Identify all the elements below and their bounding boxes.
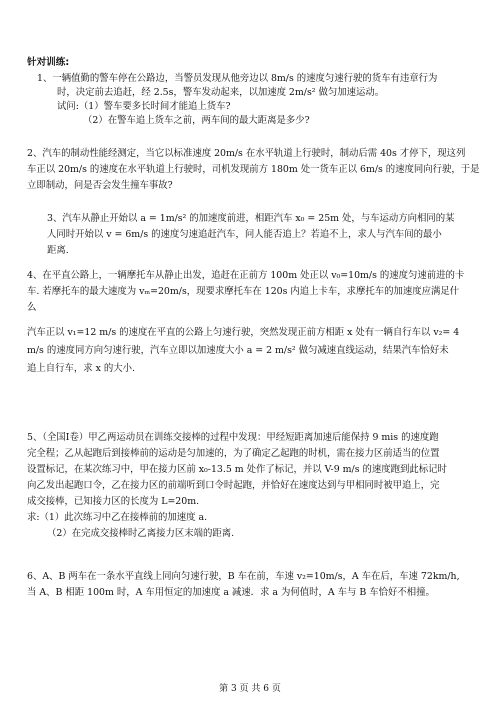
problem-6-line-3: 设置标记，在某次练习中，甲在接力区前 x₀-13.5 m 处作了标记，并以 V-9 m/s 的速度跑到此标记时 — [27, 464, 447, 475]
problem-3-line-3: 距离. — [47, 245, 69, 256]
problem-2-line-3: 立即制动，问是否会发生撞车事故? — [27, 180, 173, 191]
problem-1-line-2: 时，决定前去追赶，经 2.5s，警车发动起来，以加速度 2m/s² 做匀加速运动。 — [57, 87, 385, 98]
problem-6-line-6: 求:（1）此次练习中乙在接棒前的加速度 a. — [27, 512, 208, 523]
section-heading: 针对训练: — [27, 57, 70, 68]
problem-1-line-1: 1、一辆值勤的警车停在公路边，当警员发现从他旁边以 8m/s 的速度匀速行驶的货车有违章行为 — [37, 73, 438, 84]
problem-2-line-1: 2、汽车的制动性能经测定，当它以标准速度 20m/s 在水平轨道上行驶时，制动后需 40s 才停下，现这列 — [27, 148, 466, 159]
problem-1-line-3: 试问:（1）警车要多长时间才能追上货车? — [57, 101, 231, 112]
problem-2-line-2: 车正以 20m/s 的速度在水平轨道上行驶时，司机发现前方 180m 处一货车正以 6m/s 的速度同向行驶，于是 — [27, 164, 480, 175]
page-number-footer: 第 3 页 共 6 页 — [219, 684, 281, 694]
problem-6-line-7: （2）在完成交接棒时乙离接力区末端的距离. — [47, 528, 235, 539]
problem-3-line-2: 人同时开始以 v = 6m/s 的速度匀速追赶汽车，问人能否追上？若追不上，求人与汽车间的最小 — [47, 229, 442, 240]
problem-5-line-1: 汽车正以 v₁=12 m/s 的速度在平直的公路上匀速行驶，突然发现正前方相距 x 处有一辆自行车以 v₂= 4 — [27, 327, 460, 338]
problem-5-line-3: 追上自行车，求 x 的大小. — [27, 363, 135, 374]
problem-6-line-4: 向乙发出起跑口令，乙在接力区的前端听到口令时起跑，并恰好在速度达到与甲相同时被甲追上，完 — [27, 480, 440, 491]
problem-3-line-1: 3、汽车从静止开始以 a = 1m/s² 的加速度前进，相距汽车 x₀ = 25m 处，与车运动方向相同的某 — [47, 213, 455, 224]
problem-4-line-3: 么 — [27, 302, 37, 313]
problem-7-line-1: 6、A、B 两车在一条水平直线上同向匀速行驶，B 车在前，车速 v₂=10m/s，A 车在后，车速 72km/h, — [27, 571, 460, 582]
problem-6-line-2: 完全程；乙从起跑后到接棒前的运动是匀加速的，为了确定乙起跑的时机，需在接力区前适当的位置 — [27, 448, 440, 459]
problem-4-line-1: 4、在平直公路上，一辆摩托车从静止出发，追赶在正前方 100m 处正以 v₀=10m/s 的速度匀速前进的卡 — [27, 270, 465, 281]
problem-6-line-1: 5、（全国Ⅰ卷）甲乙两运动员在训练交接棒的过程中发现：甲经短距离加速后能保持 9 mis 的速度跑 — [27, 432, 439, 443]
problem-7-line-2: 当 A、B 相距 100m 时，A 车用恒定的加速度 a 减速．求 a 为何值时，A 车与 B 车恰好不相撞。 — [27, 587, 435, 598]
problem-4-line-2: 车. 若摩托车的最大速度为 vₘ=20m/s，现要求摩托车在 120s 内追上卡车，求摩托车的加速度应满足什 — [27, 286, 460, 297]
problem-5-line-2: m/s 的速度同方向匀速行驶，汽车立即以加速度大小 a = 2 m/s² 做匀减速直线运动，结果汽车恰好未 — [27, 345, 449, 356]
problem-1-line-4: （2）在警车追上货车之前，两车间的最大距离是多少? — [83, 115, 310, 126]
problem-6-line-5: 成交接棒，已知接力区的长度为 L=20m. — [27, 496, 200, 507]
